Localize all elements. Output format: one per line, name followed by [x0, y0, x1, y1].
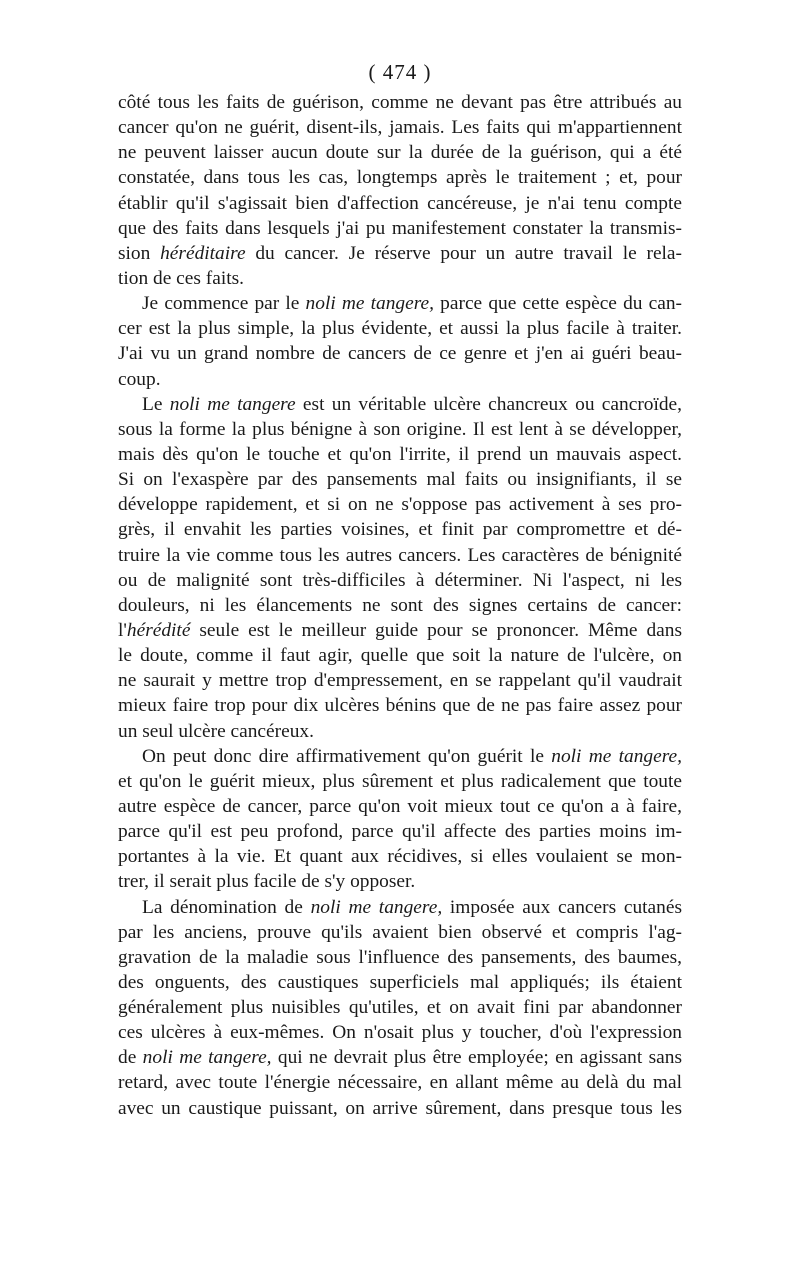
text-segment: La dénomination de	[142, 896, 311, 918]
text-line	[118, 719, 682, 744]
text-line	[118, 1070, 682, 1095]
text-segment: avec un caustique puissant, on arrive sûrement, dans presque tous les	[118, 1097, 682, 1119]
text-line	[118, 794, 682, 819]
text-segment: ou de malignité sont très-difficiles à déterminer. Ni l'aspect, ni les	[118, 569, 682, 591]
text-segment: douleurs, ni les élancements ne sont des signes certains de cancer:	[118, 594, 682, 616]
text-segment: seule est le meilleur guide pour se prononcer. Même dans	[190, 619, 682, 641]
text-segment: de	[118, 1047, 143, 1069]
text-segment: le doute, comme il faut agir, quelle que soit la nature de l'ulcère, on	[118, 645, 682, 667]
text-segment: imposée aux cancers cutanés	[442, 896, 682, 918]
italic-term: noli me tangere,	[310, 896, 443, 918]
text-line	[118, 945, 682, 970]
text-line	[118, 819, 682, 844]
text-line	[118, 769, 682, 794]
text-line	[118, 417, 682, 442]
text-segment: Le	[142, 393, 170, 415]
text-line	[118, 316, 682, 341]
page-number: ( 474 )	[368, 60, 432, 84]
text-segment: portantes à la vie. Et quant aux récidives, si elles voulaient se mon-	[118, 846, 682, 868]
text-segment: et qu'on le guérit mieux, plus sûrement et plus radicalement que toute	[118, 770, 682, 792]
text-segment: sion	[118, 242, 161, 264]
text-segment: tion de ces faits.	[118, 267, 245, 289]
text-line	[118, 241, 682, 266]
text-segment: l'	[118, 619, 127, 641]
text-segment: qui ne devrait plus être employée; en agissant sans	[271, 1047, 682, 1069]
text-segment: parce qu'il est peu profond, parce qu'il affecte des parties moins im-	[118, 821, 682, 843]
text-segment: mais dès qu'on le touche et qu'on l'irrite, il prend un mauvais aspect.	[118, 443, 682, 465]
text-line	[118, 568, 682, 593]
text-segment: On peut donc dire affirmativement qu'on guérit le	[142, 745, 552, 767]
text-line	[118, 593, 682, 618]
text-line	[118, 165, 682, 190]
text-segment: Je commence par le	[142, 293, 306, 315]
text-segment: J'ai vu un grand nombre de cancers de ce genre et j'en ai guéri beau-	[118, 343, 682, 365]
text-segment: cer est la plus simple, la plus évidente, et aussi la plus facile à traiter.	[118, 318, 682, 340]
text-segment: grès, il envahit les parties voisines, et finit par compromettre et dé-	[118, 519, 682, 541]
text-line	[118, 467, 682, 492]
text-segment: établir qu'il s'agissait bien d'affection cancéreuse, je n'ai tenu compte	[118, 192, 682, 214]
text-line	[118, 191, 682, 216]
text-line	[118, 895, 682, 920]
body-text	[118, 90, 682, 1121]
text-segment: cancer qu'on ne guérit, disent-ils, jamais. Les faits qui m'appartiennent	[118, 117, 682, 139]
text-line	[118, 1020, 682, 1045]
text-segment: ces ulcères à eux-mêmes. On n'osait plus y toucher, d'où l'expression	[118, 1022, 682, 1044]
text-line	[118, 341, 682, 366]
text-segment: que des faits dans lesquels j'ai pu manifestement constater la transmis-	[118, 217, 682, 239]
text-line	[118, 693, 682, 718]
text-segment: ne peuvent laisser aucun doute sur la durée de la guérison, qui a été	[118, 142, 682, 164]
text-segment: généralement plus nuisibles qu'utiles, et on avait fini par abandonner	[118, 997, 682, 1019]
text-segment: constatée, dans tous les cas, longtemps après le traitement ; et, pour	[118, 167, 682, 189]
italic-term: noli me tangere,	[142, 1047, 272, 1069]
text-line	[118, 291, 682, 316]
text-line	[118, 744, 682, 769]
text-line	[118, 543, 682, 568]
text-segment: côté tous les faits de guérison, comme ne devant pas être attribués au	[118, 92, 682, 113]
text-segment: ne saurait y mettre trop d'empressement, en se rappelant qu'il vaudrait	[118, 670, 682, 692]
text-line	[118, 442, 682, 467]
text-segment: par les anciens, prouve qu'ils avaient bien observé et compris l'ag-	[118, 921, 682, 943]
text-line	[118, 266, 682, 291]
text-line	[118, 844, 682, 869]
italic-term: hérédité	[126, 619, 191, 641]
text-segment: truire la vie comme tous les autres cancers. Les caractères de bénignité	[118, 544, 682, 566]
text-line	[118, 1045, 682, 1070]
italic-term: noli me tangere	[169, 393, 296, 415]
text-segment: est un véritable ulcère chancreux ou cancroïde,	[295, 393, 683, 415]
text-line	[118, 392, 682, 417]
text-line	[118, 517, 682, 542]
italic-term: héréditaire	[160, 242, 246, 264]
text-segment: du cancer. Je réserve pour un autre travail le rela-	[245, 242, 682, 264]
text-segment: retard, avec toute l'énergie nécessaire, en allant même au delà du mal	[118, 1072, 682, 1094]
text-line	[118, 90, 682, 115]
text-line	[118, 140, 682, 165]
text-segment: développe rapidement, et si on ne s'oppose pas activement à ses pro-	[118, 494, 682, 516]
text-segment: coup.	[118, 368, 161, 390]
text-line	[118, 492, 682, 517]
text-segment: des onguents, des caustiques superficiels mal appliqués; ils étaient	[118, 971, 682, 993]
italic-term: noli me tangere,	[305, 293, 435, 315]
text-segment: trer, il serait plus facile de s'y opposer.	[118, 871, 416, 893]
text-line	[118, 643, 682, 668]
text-line	[118, 115, 682, 140]
text-line	[118, 668, 682, 693]
text-segment: Si on l'exaspère par des pansements mal faits ou insignifiants, il se	[118, 469, 682, 491]
text-segment: autre espèce de cancer, parce qu'on voit mieux tout ce qu'on a à faire,	[118, 795, 682, 817]
text-line	[118, 618, 682, 643]
text-segment: sous la forme la plus bénigne à son origine. Il est lent à se développer,	[118, 418, 682, 440]
text-line	[118, 869, 682, 894]
text-line	[118, 1096, 682, 1121]
text-segment: parce que cette espèce du can-	[434, 293, 682, 315]
text-segment: gravation de la maladie sous l'influence des pansements, des baumes,	[118, 946, 682, 968]
text-segment: mieux faire trop pour dix ulcères bénins que de ne pas faire assez pour	[118, 695, 682, 717]
text-line	[118, 920, 682, 945]
text-line	[118, 970, 682, 995]
italic-term: noli me tangere,	[551, 745, 682, 767]
text-line	[118, 216, 682, 241]
text-line	[118, 367, 682, 392]
text-segment: un seul ulcère cancéreux.	[118, 720, 314, 742]
text-line	[118, 995, 682, 1020]
